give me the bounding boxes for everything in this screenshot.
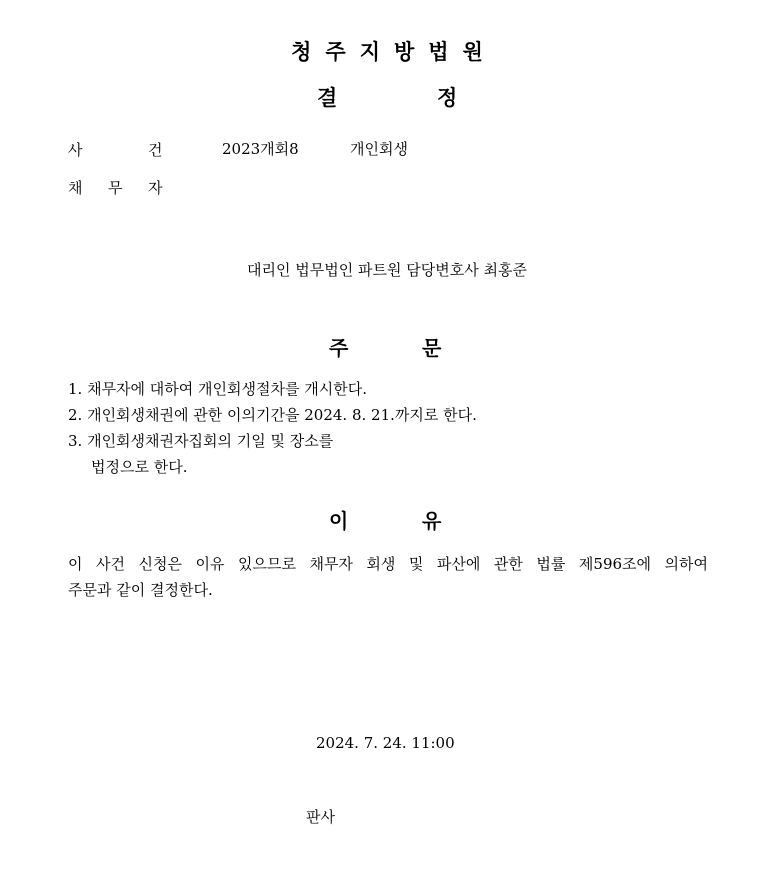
- case-type: 개인회생: [350, 140, 408, 158]
- reason-heading-char-1: 이: [329, 509, 349, 533]
- case-label-char-1: 사: [68, 141, 83, 159]
- order-item-3-continued: 법정으로 한다.: [91, 458, 188, 476]
- order-item-2: 2. 개인회생채권에 관한 이의기간을 2024. 8. 21.까지로 한다.: [68, 406, 477, 424]
- doc-type-char-2: 정: [437, 86, 458, 110]
- doc-type-char-1: 결: [317, 86, 338, 110]
- order-item-3: 3. 개인회생채권자집회의 기일 및 장소를: [68, 432, 334, 450]
- case-label-char-2: 건: [148, 141, 163, 159]
- case-number: 2023개회8: [222, 140, 299, 158]
- court-name: 청주지방법원: [291, 40, 497, 64]
- decision-date: 2024. 7. 24. 11:00: [316, 734, 455, 752]
- reason-heading-char-2: 유: [422, 509, 442, 533]
- debtor-label-char-1: 채: [68, 179, 83, 197]
- reason-text-line-1: 이 사건 신청은 이유 있으므로 채무자 회생 및 파산에 관한 법률 제596조에 의하여: [68, 555, 708, 573]
- representative: 대리인 법무법인 파트원 담당변호사 최홍준: [247, 261, 527, 279]
- reason-text-line-2: 주문과 같이 결정한다.: [68, 581, 213, 599]
- debtor-label-char-3: 자: [148, 179, 163, 197]
- order-item-1: 1. 채무자에 대하여 개인회생절차를 개시한다.: [68, 380, 367, 398]
- order-heading-char-1: 주: [329, 336, 349, 360]
- order-heading-char-2: 문: [422, 336, 442, 360]
- judge-label: 판사: [306, 808, 335, 826]
- debtor-label-char-2: 무: [108, 179, 123, 197]
